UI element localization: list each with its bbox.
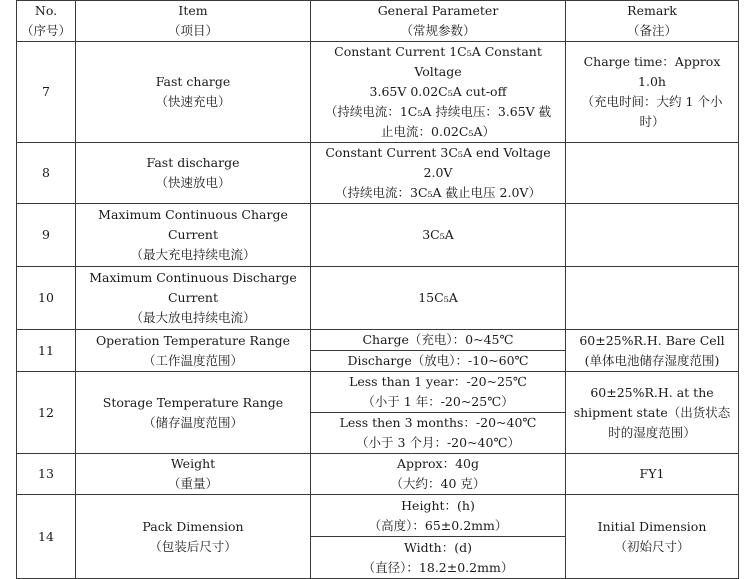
param-line: Height：(h) [401,497,475,513]
item-cn: （包装后尺寸） [149,538,237,554]
row-no: 11 [17,330,76,372]
remark-line: 时） [639,114,665,129]
item-cn: （工作温度范围） [142,352,243,368]
item-cn: （最大充电持续电流） [130,247,256,262]
header-param-en: General Parameter [377,3,499,18]
remark-line: FY1 [639,466,665,481]
param-line: 止电流：0.02C₅A） [381,124,495,139]
remark-line: （充电时间：大约 1 个小 [581,94,723,109]
item-cn: （最大放电持续电流） [130,310,256,325]
param-line: （高度）：65±0.2mm） [368,517,508,533]
row-remark [566,204,739,267]
remark-line: （初始尺寸） [614,538,690,554]
row-param [311,204,566,267]
row-item [76,267,311,330]
row-param-sub [311,351,566,372]
table-row [17,330,739,351]
remark-line: 60±25%R.H. at the [590,384,714,400]
row-param [311,454,566,495]
table-row [17,495,739,537]
remark-line: 时的湿度范围） [608,424,696,440]
table-row [17,454,739,495]
remark-line: Charge time：Approx 1.0h [583,54,721,89]
remark-line: (单体电池储存湿度范围) [584,352,720,368]
param-line: 3C₅A [422,227,454,242]
item-en: Current [167,290,219,305]
item-en: Storage Temperature Range [102,394,284,410]
param-line: （持续电流：1C₅A 持续电压：3.65V 截 [324,104,552,119]
item-en: Fast charge [155,74,231,89]
remark-line: Initial Dimension [597,518,707,534]
row-item [76,372,311,454]
row-param-sub [311,537,566,579]
row-item [76,42,311,143]
param-line: 3.65V 0.02C₅A cut-off [369,84,507,99]
row-param-sub [311,413,566,454]
row-remark [566,330,739,372]
table-row [17,372,739,413]
item-en: Operation Temperature Range [95,332,291,348]
param-line: （直径）：18.2±0.2mm） [362,559,514,575]
row-param-sub [311,330,566,351]
row-no: 14 [17,495,76,579]
row-remark [566,495,739,579]
param-line: Discharge（放电）：-10~60℃ [347,353,529,368]
param-line: Less then 3 months：-20~40℃ [339,415,537,430]
param-line: （大约：40 克） [390,476,486,491]
row-no: 9 [17,204,76,267]
row-no: 8 [17,143,76,204]
row-param [311,42,566,143]
row-remark [566,454,739,495]
table-row [17,143,739,204]
item-en: Maximum Continuous Charge [98,207,288,222]
row-param [311,143,566,204]
row-remark [566,267,739,330]
header-no-cn: （序号） [21,23,72,38]
header-no-en: No. [34,3,58,18]
header-param [311,1,566,42]
table-row [17,204,739,267]
table-row [17,42,739,143]
item-en: Maximum Continuous Discharge [89,270,297,285]
row-no: 7 [17,42,76,143]
remark-line: shipment state（出货状态 [573,404,731,420]
header-remark-en: Remark [627,3,677,18]
param-line: 15C₅A [418,290,458,305]
param-line: Width：(d) [404,539,472,555]
row-item [76,143,311,204]
header-item [76,1,311,42]
param-line: （小于 1 年：-20~25℃） [362,394,514,409]
item-cn: （重量） [167,476,218,491]
param-line: Constant Current 3C₅A end Voltage 2.0V [325,145,551,180]
item-cn: （储存温度范围） [142,414,243,430]
row-remark [566,42,739,143]
header-item-en: Item [178,3,208,18]
param-line: （小于 3 个月：-20~40℃） [356,435,520,450]
row-param [311,267,566,330]
table-row [17,267,739,330]
spec-table [16,0,739,579]
remark-line: 60±25%R.H. Bare Cell [579,332,725,348]
param-line: （持续电流：3C₅A 截止电压 2.0V） [335,185,541,200]
row-param-sub [311,495,566,537]
param-line: Less than 1 year：-20~25℃ [349,374,527,389]
item-cn: （快速放电） [155,175,231,190]
item-cn: （快速充电） [155,94,231,109]
row-item [76,204,311,267]
row-item [76,330,311,372]
header-remark-cn: （备注） [626,23,677,38]
header-row [17,1,739,42]
param-line: Charge（充电）：0~45℃ [362,332,514,347]
param-line: Approx：40g [397,456,479,471]
header-param-cn: （常规参数） [400,23,476,38]
header-remark [566,1,739,42]
item-en: Current [167,227,219,242]
header-no [17,1,76,42]
row-item [76,454,311,495]
row-no: 10 [17,267,76,330]
row-remark [566,372,739,454]
row-param-sub [311,372,566,413]
row-item [76,495,311,579]
row-remark [566,143,739,204]
item-en: Weight [170,456,216,471]
item-en: Pack Dimension [142,518,244,534]
header-item-cn: （项目） [167,23,218,38]
param-line: Constant Current 1C₅A Constant Voltage [334,44,542,79]
row-no: 13 [17,454,76,495]
item-en: Fast discharge [146,155,240,170]
row-no: 12 [17,372,76,454]
